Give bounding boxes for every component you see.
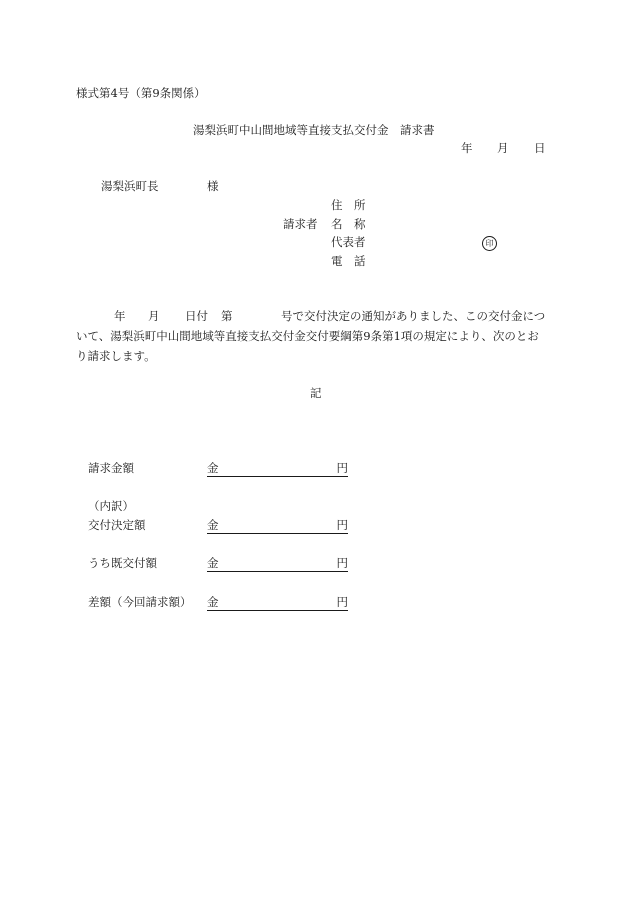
difference-unit: 円 [336, 595, 348, 609]
body-line1-suffix: 号で交付決定の通知がありました、この交付金につ [281, 309, 546, 323]
body-number: 第 [221, 309, 233, 323]
paid-unit: 円 [336, 556, 348, 570]
requester-label: 請求者 [283, 217, 318, 231]
difference-amount-line [207, 597, 348, 611]
decided-unit: 円 [336, 518, 348, 532]
difference-prefix: 金 [207, 595, 219, 609]
body-line2: いて、湯梨浜町中山間地域等直接支払交付金交付要綱第9条第1項の規定により、次のとお [76, 329, 539, 343]
body-day: 日付 [185, 309, 208, 323]
claim-prefix: 金 [207, 461, 219, 475]
difference-label: 差額（今回請求額） [88, 595, 192, 609]
document-title: 湯梨浜町中山間地域等直接支払交付金 請求書 [193, 123, 435, 137]
date-month: 月 [497, 141, 509, 155]
paid-prefix: 金 [207, 556, 219, 570]
representative-label: 代表者 [331, 235, 366, 249]
breakdown-label: （内訳） [88, 499, 134, 513]
paid-label: うち既交付額 [88, 556, 157, 570]
claim-unit: 円 [336, 461, 348, 475]
addressee-name: 湯梨浜町長 [101, 179, 159, 193]
address-label: 住 所 [331, 198, 366, 212]
phone-label: 電 話 [331, 254, 366, 268]
date-year: 年 [461, 141, 473, 155]
claim-label: 請求金額 [88, 461, 134, 475]
seal-mark: 印 [482, 236, 497, 251]
decided-label: 交付決定額 [88, 518, 146, 532]
paid-amount-line [207, 558, 348, 572]
claim-amount-line [207, 463, 348, 477]
body-year: 年 [114, 309, 126, 323]
ki-heading: 記 [310, 386, 322, 400]
decided-prefix: 金 [207, 518, 219, 532]
name-label: 名 称 [331, 217, 366, 231]
body-line3: り請求します。 [76, 349, 156, 363]
addressee-honorific: 様 [207, 179, 219, 193]
decided-amount-line [207, 520, 348, 534]
body-month: 月 [148, 309, 160, 323]
date-day: 日 [534, 141, 546, 155]
form-number: 様式第4号（第9条関係） [76, 86, 206, 100]
